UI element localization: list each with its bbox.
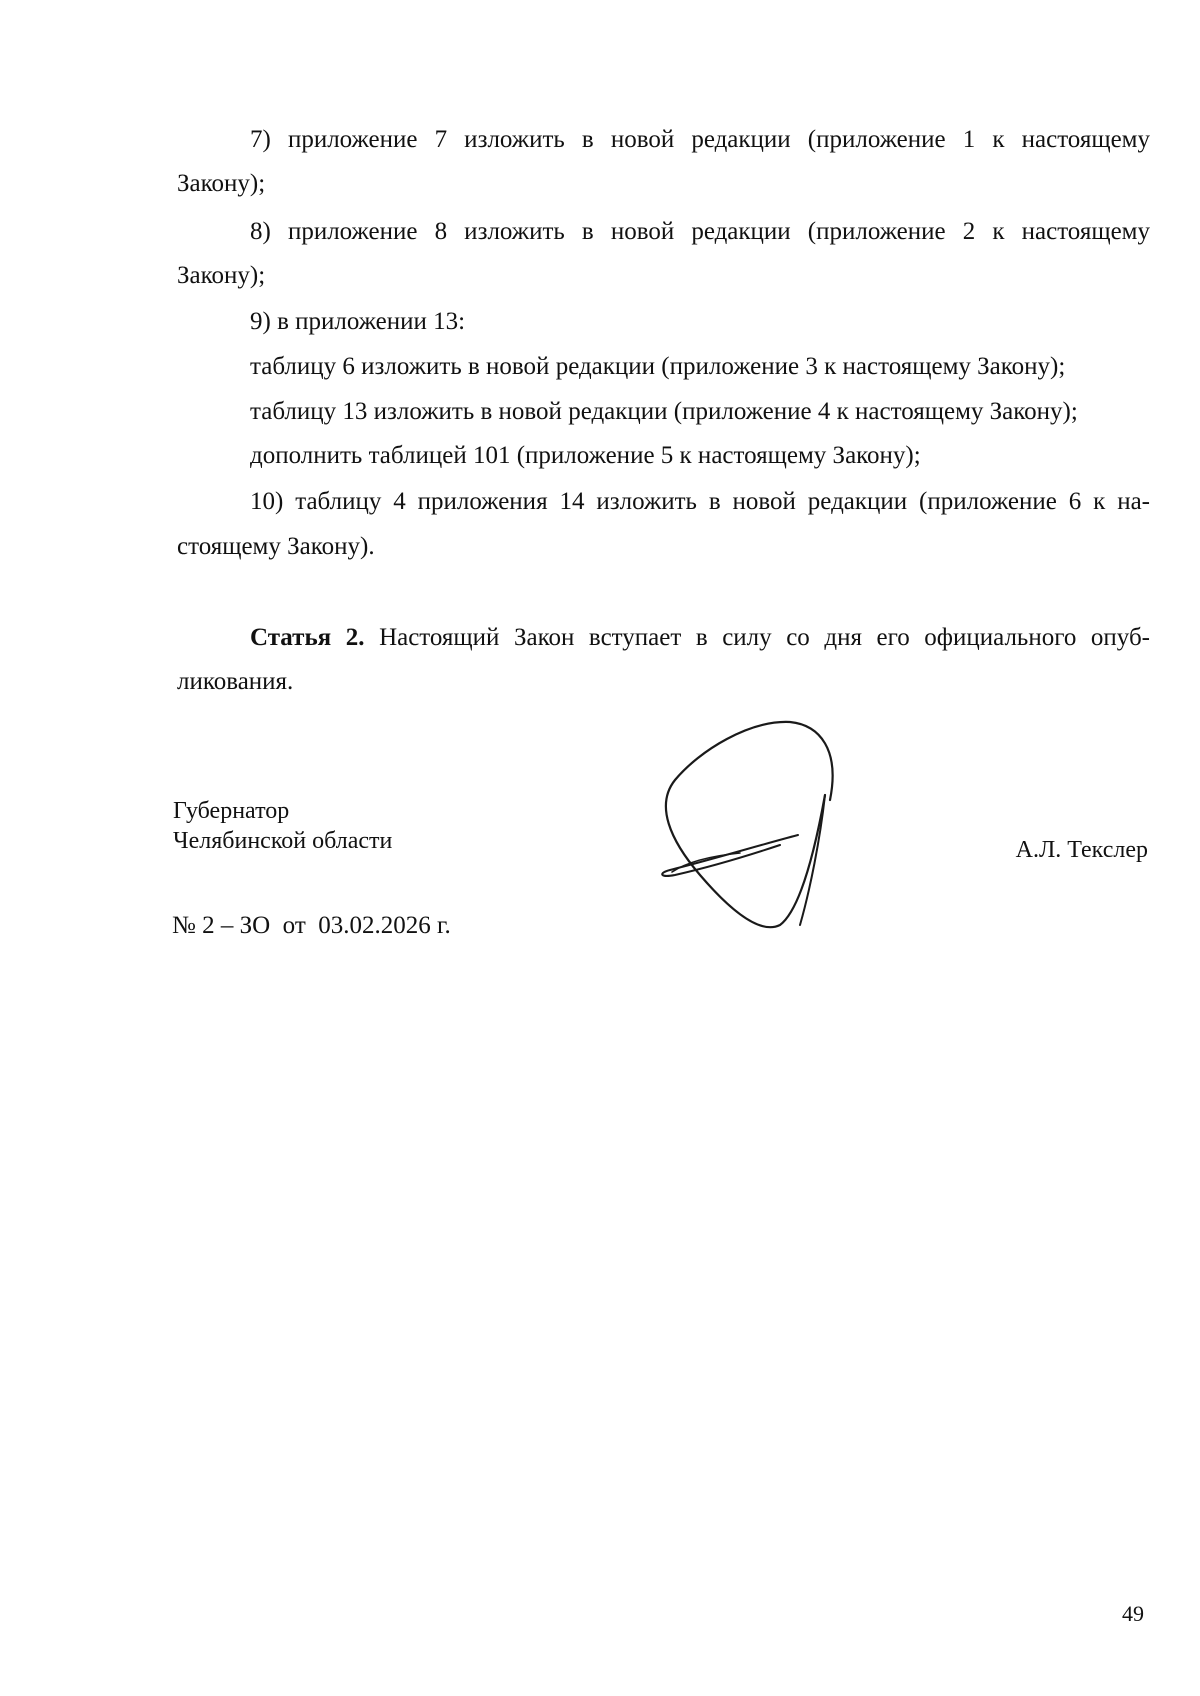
page-number: 49 (1122, 1601, 1144, 1626)
item-10-line-1: 10) таблицу 4 приложения 14 изложить в новой редакции (приложение 6 к на- (250, 488, 1150, 515)
signatory-title-line-1: Губернатор (173, 798, 290, 824)
article-2-heading: Статья 2. (250, 624, 365, 651)
item-9-intro: 9) в приложении 13: (250, 308, 466, 335)
handwritten-signature (640, 710, 850, 950)
item-10-line-2: стоящему Закону). (177, 533, 375, 560)
article-2-text: Настоящий Закон вступает в силу со дня его официального опуб- (379, 624, 1150, 651)
item-7-line-2: Закону); (177, 170, 266, 197)
item-8-line-1: 8) приложение 8 изложить в новой редакции (приложение 2 к настоящему (250, 218, 1150, 245)
item-9-sub-2: таблицу 13 изложить в новой редакции (приложение 4 к настоящему Закону); (250, 398, 1078, 425)
signatory-title-line-2: Челябинской области (173, 828, 393, 854)
item-7-line-1: 7) приложение 7 изложить в новой редакции (приложение 1 к настоящему (250, 126, 1150, 153)
document-number: № 2 – ЗО от 03.02.2026 г. (172, 912, 451, 939)
item-9-sub-3: дополнить таблицей 101 (приложение 5 к настоящему Закону); (250, 442, 921, 469)
signatory-title (173, 796, 392, 856)
item-9-sub-1: таблицу 6 изложить в новой редакции (приложение 3 к настоящему Закону); (250, 353, 1066, 380)
article-2-line-2: ликования. (177, 668, 294, 695)
article-2-line-1 (250, 623, 1150, 653)
item-8-line-2: Закону); (177, 262, 266, 289)
signatory-name: А.Л. Текслер (1015, 837, 1148, 863)
